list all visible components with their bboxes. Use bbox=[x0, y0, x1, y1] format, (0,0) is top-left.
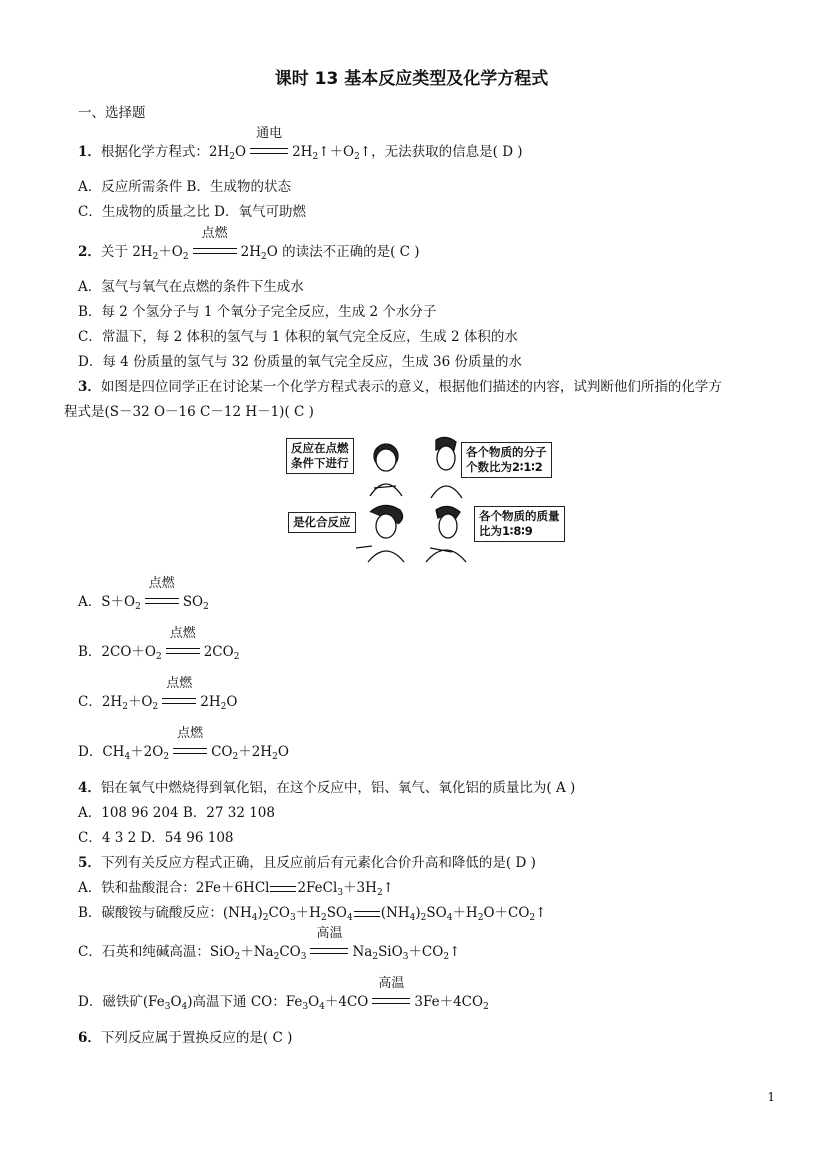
option-line: A．108 96 204 B．27 32 108 bbox=[78, 805, 275, 821]
question-2: 2．关于 $2H_2+O_2$ 点燃 $2H_2O$ 的读法不正确的是( C ) bbox=[78, 226, 420, 262]
option-d: D．磁铁矿$(Fe_3O_4)$高温下通 CO：$Fe_3O_4+4CO$ 高温 $3Fe+4CO_2$ bbox=[78, 976, 489, 1012]
option-line: C．常温下，每 2 体积的氢气与 1 体积的氧气完全反应，生成 2 体积的水 bbox=[78, 329, 518, 345]
student-3-figure bbox=[356, 505, 404, 562]
question-number: 4． bbox=[78, 780, 101, 796]
speech-bubble: 反应在点燃 条件下进行 bbox=[286, 438, 354, 474]
question-6: 6．下列反应属于置换反应的是( C ) bbox=[78, 1030, 293, 1046]
option-a: A．铁和盐酸混合：2Fe＋6HCl $2FeCl_3+3H_2↑$ bbox=[78, 880, 394, 898]
option-b: B．碳酸铵与硫酸反应：$(NH_4)_2CO_3+H_2SO_4$ $(NH_4)_2SO_4+H_2O+CO_2↑$ bbox=[78, 905, 547, 923]
question-3-line2: 程式是(S－32 O－16 C－12 H－1)( C ) bbox=[64, 404, 314, 420]
option-line: A．氢气与氧气在点燃的条件下生成水 bbox=[78, 279, 304, 295]
option-a: A．$S+O_2$ 点燃 $SO_2$ bbox=[78, 576, 209, 612]
reaction-condition: 高温 bbox=[372, 998, 410, 1006]
option-line: B．每 2 个氢分子与 1 个氧分子完全反应，生成 2 个水分子 bbox=[78, 304, 437, 320]
discussion-illustration bbox=[286, 436, 576, 564]
question-5: 5．下列有关反应方程式正确，且反应前后有元素化合价升高和降低的是( D ) bbox=[78, 855, 536, 871]
student-1-figure bbox=[370, 444, 402, 496]
option-line: D．每 4 份质量的氢气与 32 份质量的氧气完全反应，生成 36 份质量的水 bbox=[78, 354, 523, 370]
student-2-figure bbox=[431, 437, 462, 498]
option-d: D．$CH_4+2O_2$ 点燃 $CO_2+2H_2O$ bbox=[78, 726, 289, 762]
question-number: 2． bbox=[78, 244, 101, 260]
reaction-condition: 高温 bbox=[310, 948, 348, 956]
question-number: 5． bbox=[78, 855, 101, 871]
option-c: C．$2H_2+O_2$ 点燃 $2H_2O$ bbox=[78, 676, 238, 712]
reaction-condition: 点燃 bbox=[166, 648, 200, 656]
reaction-condition: 点燃 bbox=[162, 698, 196, 706]
option-b: B．$2CO+O_2$ 点燃 $2CO_2$ bbox=[78, 626, 240, 662]
speech-bubble: 是化合反应 bbox=[288, 512, 356, 533]
option-line: C．生成物的质量之比 D．氧气可助燃 bbox=[78, 204, 306, 220]
question-number: 3． bbox=[78, 379, 101, 395]
option-line: A．反应所需条件 B．生成物的状态 bbox=[78, 179, 291, 195]
speech-bubble: 各个物质的分子 个数比为2∶1∶2 bbox=[461, 442, 552, 478]
page-number: 1 bbox=[767, 1090, 775, 1104]
option-line: C．4 3 2 D．54 96 108 bbox=[78, 830, 234, 846]
option-c: C．石英和纯碱高温：$SiO_2+Na_2CO_3$ 高温 $Na_2SiO_3+CO_2↑$ bbox=[78, 926, 461, 962]
question-number: 1． bbox=[78, 144, 101, 160]
question-1: 1．根据化学方程式：$2H_2O$ 通电 $2H_2↑+O_2↑$，无法获取的信息是( D ) bbox=[78, 126, 523, 162]
question-3: 3．如图是四位同学正在讨论某一个化学方程式表示的意义，根据他们描述的内容，试判断他们所指的化学方 bbox=[78, 379, 722, 395]
question-number: 6． bbox=[78, 1030, 101, 1046]
reaction-condition: 通电 bbox=[250, 148, 288, 156]
question-4: 4．铝在氧气中燃烧得到氧化铝，在这个反应中，铝、氧气、氧化铝的质量比为( A ) bbox=[78, 780, 576, 796]
page-title: 课时 13 基本反应类型及化学方程式 bbox=[274, 69, 549, 89]
reaction-condition: 点燃 bbox=[173, 748, 207, 756]
section-heading: 一、选择题 bbox=[78, 105, 146, 121]
student-4-figure bbox=[426, 506, 466, 562]
reaction-condition: 点燃 bbox=[193, 248, 237, 256]
reaction-condition: 点燃 bbox=[145, 598, 179, 606]
speech-bubble: 各个物质的质量 比为1∶8∶9 bbox=[474, 506, 565, 542]
